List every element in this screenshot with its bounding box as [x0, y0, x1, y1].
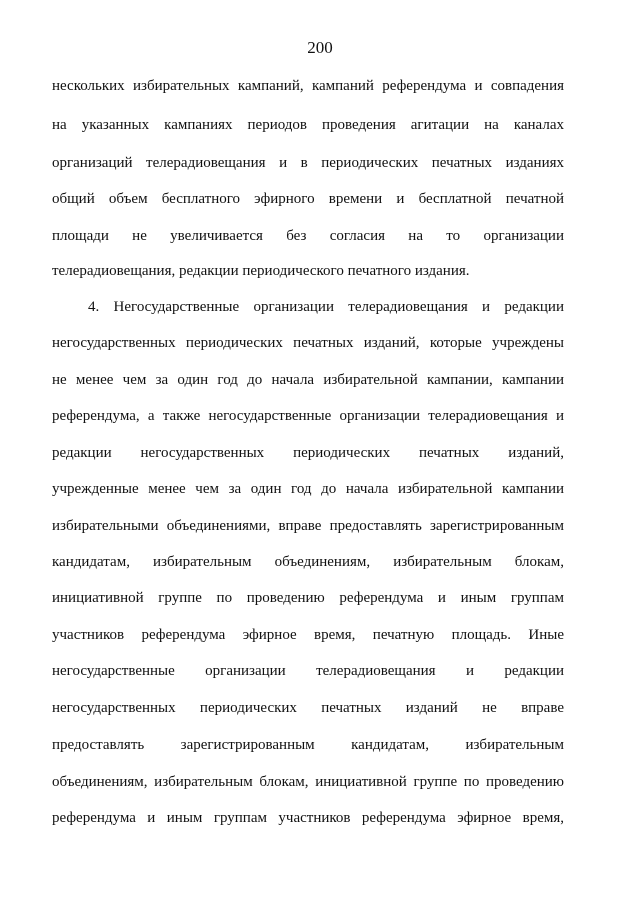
text-line: референдума и иным группам участников референдума эфирное время,: [52, 810, 564, 826]
text-line: учрежденные менее чем за один год до начала избирательной кампании: [52, 481, 564, 497]
paragraph-first-line: 4. Негосударственные организации телерадиовещания и редакции: [88, 299, 564, 315]
text-line: не менее чем за один год до начала избирательной кампании, кампании: [52, 372, 564, 388]
text-line: площади не увеличивается без согласия на то организации: [52, 228, 564, 244]
text-line: инициативной группе по проведению референдума и иным группам: [52, 590, 564, 606]
text-line: на указанных кампаниях периодов проведения агитации на каналах: [52, 117, 564, 133]
paragraph-end-line: телерадиовещания, редакции периодического печатного издания.: [52, 263, 470, 279]
text-line: редакции негосударственных периодических печатных изданий,: [52, 445, 564, 461]
text-line: общий объем бесплатного эфирного времени и бесплатной печатной: [52, 191, 564, 207]
text-line: объединениям, избирательным блокам, инициативной группе по проведению: [52, 774, 564, 790]
text-line: негосударственные организации телерадиовещания и редакции: [52, 663, 564, 679]
text-line: кандидатам, избирательным объединениям, избирательным блокам,: [52, 554, 564, 570]
text-line: нескольких избирательных кампаний, кампаний референдума и совпадения: [52, 78, 564, 94]
text-line: организаций телерадиовещания и в периодических печатных изданиях: [52, 155, 564, 171]
text-line: референдума, а также негосударственные организации телерадиовещания и: [52, 408, 564, 424]
page-number: 200: [307, 38, 333, 57]
text-line: негосударственных периодических печатных изданий не вправе: [52, 700, 564, 716]
text-line: избирательными объединениями, вправе предоставлять зарегистрированным: [52, 518, 564, 534]
text-line: негосударственных периодических печатных изданий, которые учреждены: [52, 335, 564, 351]
text-line: предоставлять зарегистрированным кандидатам, избирательным: [52, 737, 564, 753]
text-line: участников референдума эфирное время, печатную площадь. Иные: [52, 627, 564, 643]
